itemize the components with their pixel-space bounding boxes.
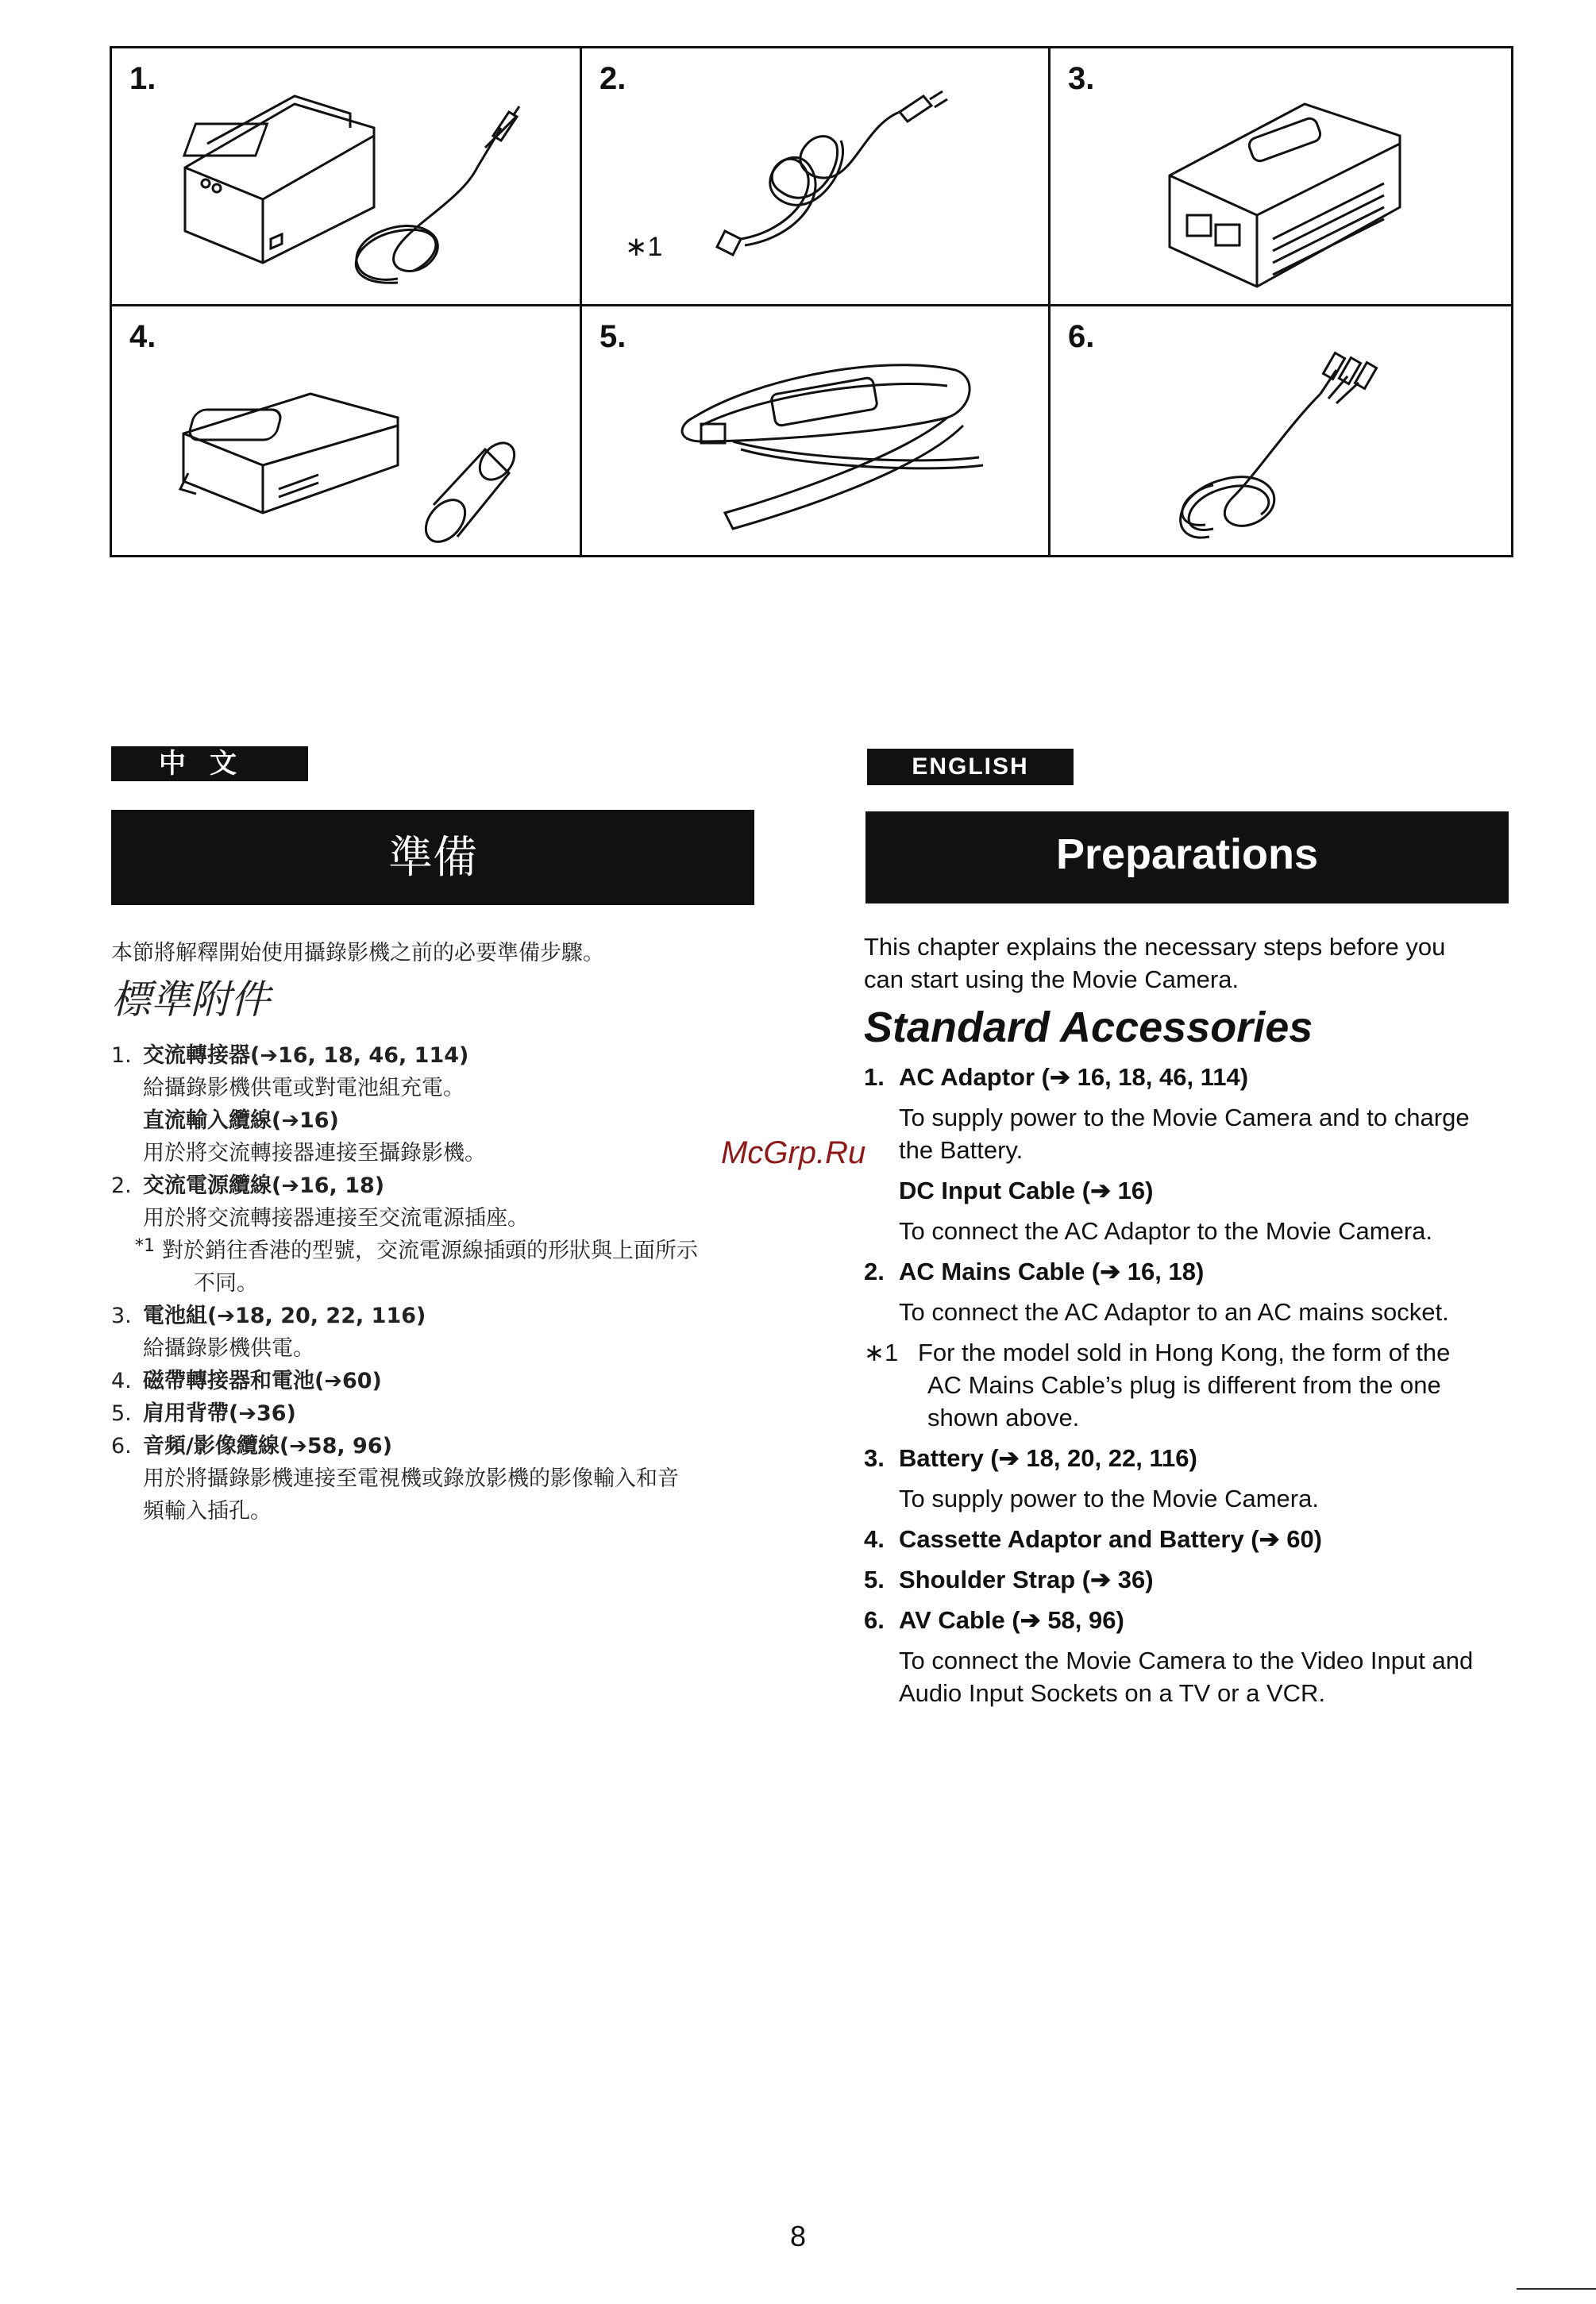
language-tab-english: ENGLISH <box>867 749 1074 785</box>
item-title: AC Mains Cable (➔ 16, 18) <box>899 1258 1205 1285</box>
item-description-line: Audio Input Sockets on a TV or a VCR. <box>899 1679 1326 1707</box>
accessory-item <box>111 1039 762 1072</box>
footnote-text: 不同。 <box>194 1271 258 1296</box>
accessory-item <box>111 1169 762 1202</box>
item-number: 3. <box>111 1304 132 1328</box>
accessory-number: 3. <box>1068 61 1095 96</box>
item-description <box>864 1644 1523 1709</box>
item-description: 給攝錄影機供電。 <box>143 1336 314 1361</box>
item-number: 6. <box>864 1606 885 1634</box>
ac-adaptor-illustration <box>112 48 580 302</box>
ac-mains-cable-illustration <box>582 48 1051 302</box>
item-description: 用於將攝錄影機連接至電視機或錄放影機的影像輸入和音 <box>143 1466 679 1491</box>
item-description: 頻輸入插孔。 <box>143 1499 272 1524</box>
item-description-line: To connect the Movie Camera to the Video Input and <box>899 1647 1474 1674</box>
item-number: 1. <box>864 1063 885 1091</box>
item-title: 音頻/影像纜線(➔58, 96) <box>143 1434 392 1458</box>
divider <box>1517 2288 1596 2290</box>
english-column <box>864 930 1523 1709</box>
chapter-intro-english: This chapter explains the necessary steps before you <box>864 933 1446 961</box>
watermark: McGrp.Ru <box>721 1135 866 1170</box>
item-title: 交流電源纜線(➔16, 18) <box>143 1173 385 1198</box>
item-description: To connect the AC Adaptor to an AC mains socket. <box>899 1298 1449 1326</box>
accessory-cell-6 <box>1048 304 1513 557</box>
accessory-cell-1 <box>112 48 580 304</box>
page-number: 8 <box>789 2220 807 2252</box>
footnote <box>864 1336 1523 1434</box>
accessory-item <box>864 1061 1523 1093</box>
item-description: To connect the AC Adaptor to the Movie Camera. <box>899 1217 1433 1245</box>
chapter-intro-english: can start using the Movie Camera. <box>864 965 1239 993</box>
item-number: 2. <box>111 1173 132 1198</box>
section-heading-english: Standard Accessories <box>864 1004 1313 1051</box>
footnote-mark: ∗1 <box>625 232 663 262</box>
accessory-item <box>111 1300 762 1332</box>
item-title: 磁帶轉接器和電池(➔60) <box>143 1369 382 1393</box>
accessory-grid <box>110 46 1513 557</box>
accessory-number: 6. <box>1068 319 1095 354</box>
item-title: 肩用背帶(➔36) <box>143 1401 296 1426</box>
chapter-banner-chinese: 準備 <box>111 810 754 905</box>
accessory-item <box>864 1563 1523 1596</box>
accessory-item <box>864 1442 1523 1474</box>
accessory-item <box>111 1430 762 1462</box>
accessory-item <box>864 1523 1523 1555</box>
chapter-intro-chinese: 本節將解釋開始使用攝錄影機之前的必要準備步驟。 <box>111 941 604 965</box>
accessory-cell-2 <box>580 48 1048 304</box>
item-description-line: To supply power to the Movie Camera and to charge <box>899 1104 1470 1131</box>
accessory-item <box>111 1365 762 1397</box>
item-number: 5. <box>111 1401 132 1426</box>
item-description-line: the Battery. <box>899 1136 1024 1164</box>
accessory-number: 5. <box>599 319 626 354</box>
item-description <box>864 1101 1523 1166</box>
footnote <box>111 1235 762 1300</box>
item-title: Shoulder Strap (➔ 36) <box>899 1566 1154 1593</box>
accessory-item <box>111 1397 762 1430</box>
accessory-number: 2. <box>599 61 626 96</box>
chinese-column <box>111 937 762 1528</box>
accessory-cell-4 <box>112 304 580 557</box>
footnote-text: For the model sold in Hong Kong, the form of the <box>918 1339 1451 1366</box>
item-subtitle: 直流輸入纜線(➔16) <box>143 1108 339 1133</box>
item-title: Battery (➔ 18, 20, 22, 116) <box>899 1444 1197 1472</box>
item-number: 3. <box>864 1444 885 1472</box>
item-number: 6. <box>111 1434 132 1458</box>
item-description: To supply power to the Movie Camera. <box>899 1485 1319 1512</box>
item-number: 4. <box>111 1369 132 1393</box>
item-number: 2. <box>864 1258 885 1285</box>
item-description: 用於將交流轉接器連接至攝錄影機。 <box>143 1141 486 1165</box>
av-cable-illustration <box>1051 306 1516 559</box>
cassette-adaptor-illustration <box>112 306 580 559</box>
item-title: 電池組(➔18, 20, 22, 116) <box>143 1304 426 1328</box>
item-description: 用於將交流轉接器連接至交流電源插座。 <box>143 1206 529 1231</box>
accessory-cell-3 <box>1048 48 1513 304</box>
item-subtitle: DC Input Cable (➔ 16) <box>899 1177 1154 1204</box>
item-number: 4. <box>864 1525 885 1553</box>
item-number: 5. <box>864 1566 885 1593</box>
shoulder-strap-illustration <box>582 306 1051 559</box>
battery-illustration <box>1051 48 1516 302</box>
footnote-text: shown above. <box>927 1404 1080 1431</box>
footnote-text: AC Mains Cable’s plug is different from the one <box>927 1371 1441 1399</box>
section-heading-chinese: 標準附件 <box>111 977 270 1023</box>
item-title: AC Adaptor (➔ 16, 18, 46, 114) <box>899 1063 1249 1091</box>
item-description: 給攝錄影機供電或對電池組充電。 <box>143 1076 465 1100</box>
accessory-number: 1. <box>129 61 156 96</box>
chapter-banner-english: Preparations <box>865 811 1509 903</box>
item-number: 1. <box>111 1043 132 1068</box>
footnote-mark: *1 <box>135 1236 155 1256</box>
accessory-cell-5 <box>580 304 1048 557</box>
accessory-number: 4. <box>129 319 156 354</box>
accessory-item <box>864 1255 1523 1288</box>
footnote-mark: ∗1 <box>864 1339 899 1366</box>
item-title: AV Cable (➔ 58, 96) <box>899 1606 1124 1634</box>
language-tab-chinese: 中文 <box>111 746 308 781</box>
item-title: 交流轉接器(➔16, 18, 46, 114) <box>143 1043 469 1068</box>
footnote-text: 對於銷往香港的型號，交流電源線插頭的形狀與上面所示 <box>162 1239 698 1263</box>
item-title: Cassette Adaptor and Battery (➔ 60) <box>899 1525 1323 1553</box>
accessory-item <box>864 1604 1523 1636</box>
